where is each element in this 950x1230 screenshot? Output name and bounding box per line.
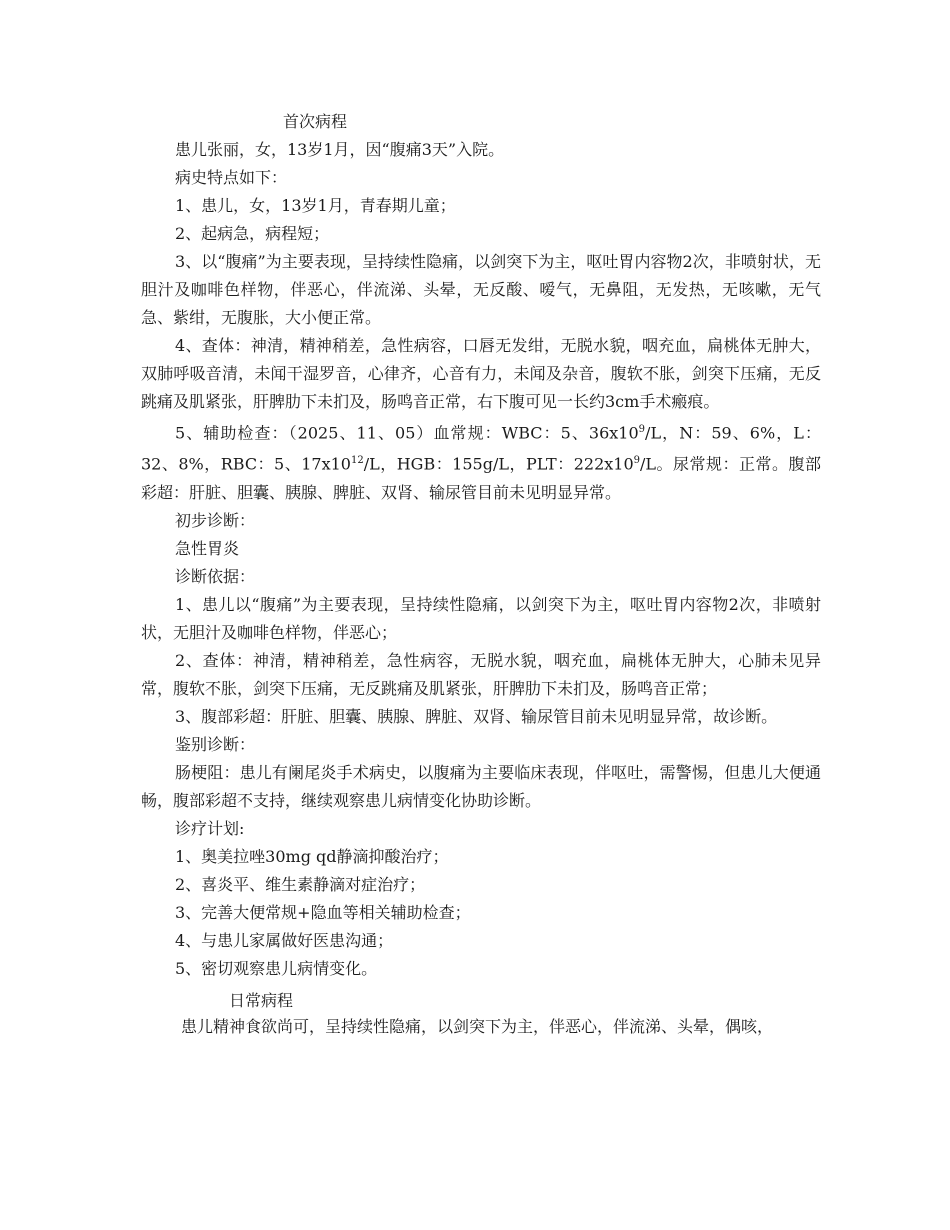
- diff-heading: 鉴别诊断：: [175, 734, 256, 754]
- basis-heading: 诊断依据：: [175, 566, 256, 586]
- prelim-dx: 急性胃炎: [175, 538, 240, 558]
- lab-results: [141, 416, 821, 507]
- diff-dx: 肠梗阻：患儿有阑尾炎手术病史，以腹痛为主要临床表现，伴呕吐，需警惕，但患儿大便通畅，腹部彩超不支持，继续观察患儿病情变化协助诊断。: [141, 762, 821, 810]
- feature-item: 3、以“腹痛”为主要表现，呈持续性隐痛，以剑突下为主，呕吐胃内容物2次，非喷射状，无胆汁及咖啡色样物，伴恶心，伴流涕、头晕，无反酸、嗳气，无鼻阻，无发热，无咳嗽，无气急、紫绀，无腹胀，大小便正常。: [141, 252, 821, 327]
- lab-superscript: 9: [633, 455, 641, 467]
- basis-item: 2、查体：神清，精神稍差，急性病容，无脱水貌，咽充血，扁桃体无肿大，心肺未见异常，腹软不胀，剑突下压痛，无反跳痛及肌紧张，肝脾肋下未扪及，肠鸣音正常；: [141, 650, 821, 698]
- lab-text: /L。尿常规：正常。腹部彩超：肝脏、胆囊、胰腺、脾脏、双肾、输尿管目前未见明显异常。: [141, 454, 821, 502]
- lab-superscript: 12: [350, 455, 364, 467]
- plan-item: 1、奥美拉唑30mg qd静滴抑酸治疗；: [175, 846, 449, 866]
- lab-superscript: 9: [638, 424, 646, 435]
- first-course-title: 首次病程: [283, 112, 348, 131]
- plan-item: 2、喜炎平、维生素静滴对症治疗；: [175, 874, 426, 894]
- plan-item: 4、与患儿家属做好医患沟通；: [175, 930, 394, 950]
- basis-item: 1、患儿以“腹痛”为主要表现，呈持续性隐痛，以剑突下为主，呕吐胃内容物2次，非喷射状，无胆汁及咖啡色样物，伴恶心；: [141, 594, 821, 642]
- plan-item: 3、完善大便常规+隐血等相关辅助检查；: [175, 902, 471, 922]
- admission-intro: 患儿张丽，女，13岁1月，因“腹痛3天”入院。: [175, 140, 505, 159]
- basis-item: 3、腹部彩超：肝脏、胆囊、胰腺、脾脏、双肾、输尿管目前未见明显异常，故诊断。: [175, 706, 778, 726]
- plan-item: 5、密切观察患儿病情变化。: [175, 958, 378, 978]
- daily-course-title: 日常病程: [229, 990, 294, 1010]
- feature-item: 1、患儿，女，13岁1月，青春期儿童；: [175, 196, 456, 215]
- feature-item: 2、起病急，病程短；: [175, 224, 330, 243]
- feature-item: 4、查体：神清，精神稍差，急性病容，口唇无发绀，无脱水貌，咽充血，扁桃体无肿大，双肺呼吸音清，未闻干湿罗音，心律齐，心音有力，未闻及杂音，腹软不胀，剑突下压痛，无反跳痛及肌紧张，肝脾肋下未扪及，肠鸣音正常，右下腹可见一长约3cm手术瘢痕。: [141, 336, 821, 411]
- prelim-dx-heading: 初步诊断：: [175, 510, 256, 530]
- features-heading: 病史特点如下：: [175, 168, 288, 187]
- medical-record: [141, 106, 821, 1041]
- daily-course-text: 患儿精神食欲尚可，呈持续性隐痛，以剑突下为主，伴恶心，伴流涕、头晕，偶咳，: [181, 1016, 774, 1036]
- lab-text: 5、辅助检查：（2025、11、05）血常规：WBC：5、36x10: [175, 423, 639, 443]
- lab-text: /L，HGB：155g/L，PLT：222x10: [363, 454, 634, 474]
- lab-text: /L，N：59、6%，L：32、8%，RBC：5、17x10: [141, 423, 821, 474]
- plan-heading: 诊疗计划:: [175, 818, 245, 838]
